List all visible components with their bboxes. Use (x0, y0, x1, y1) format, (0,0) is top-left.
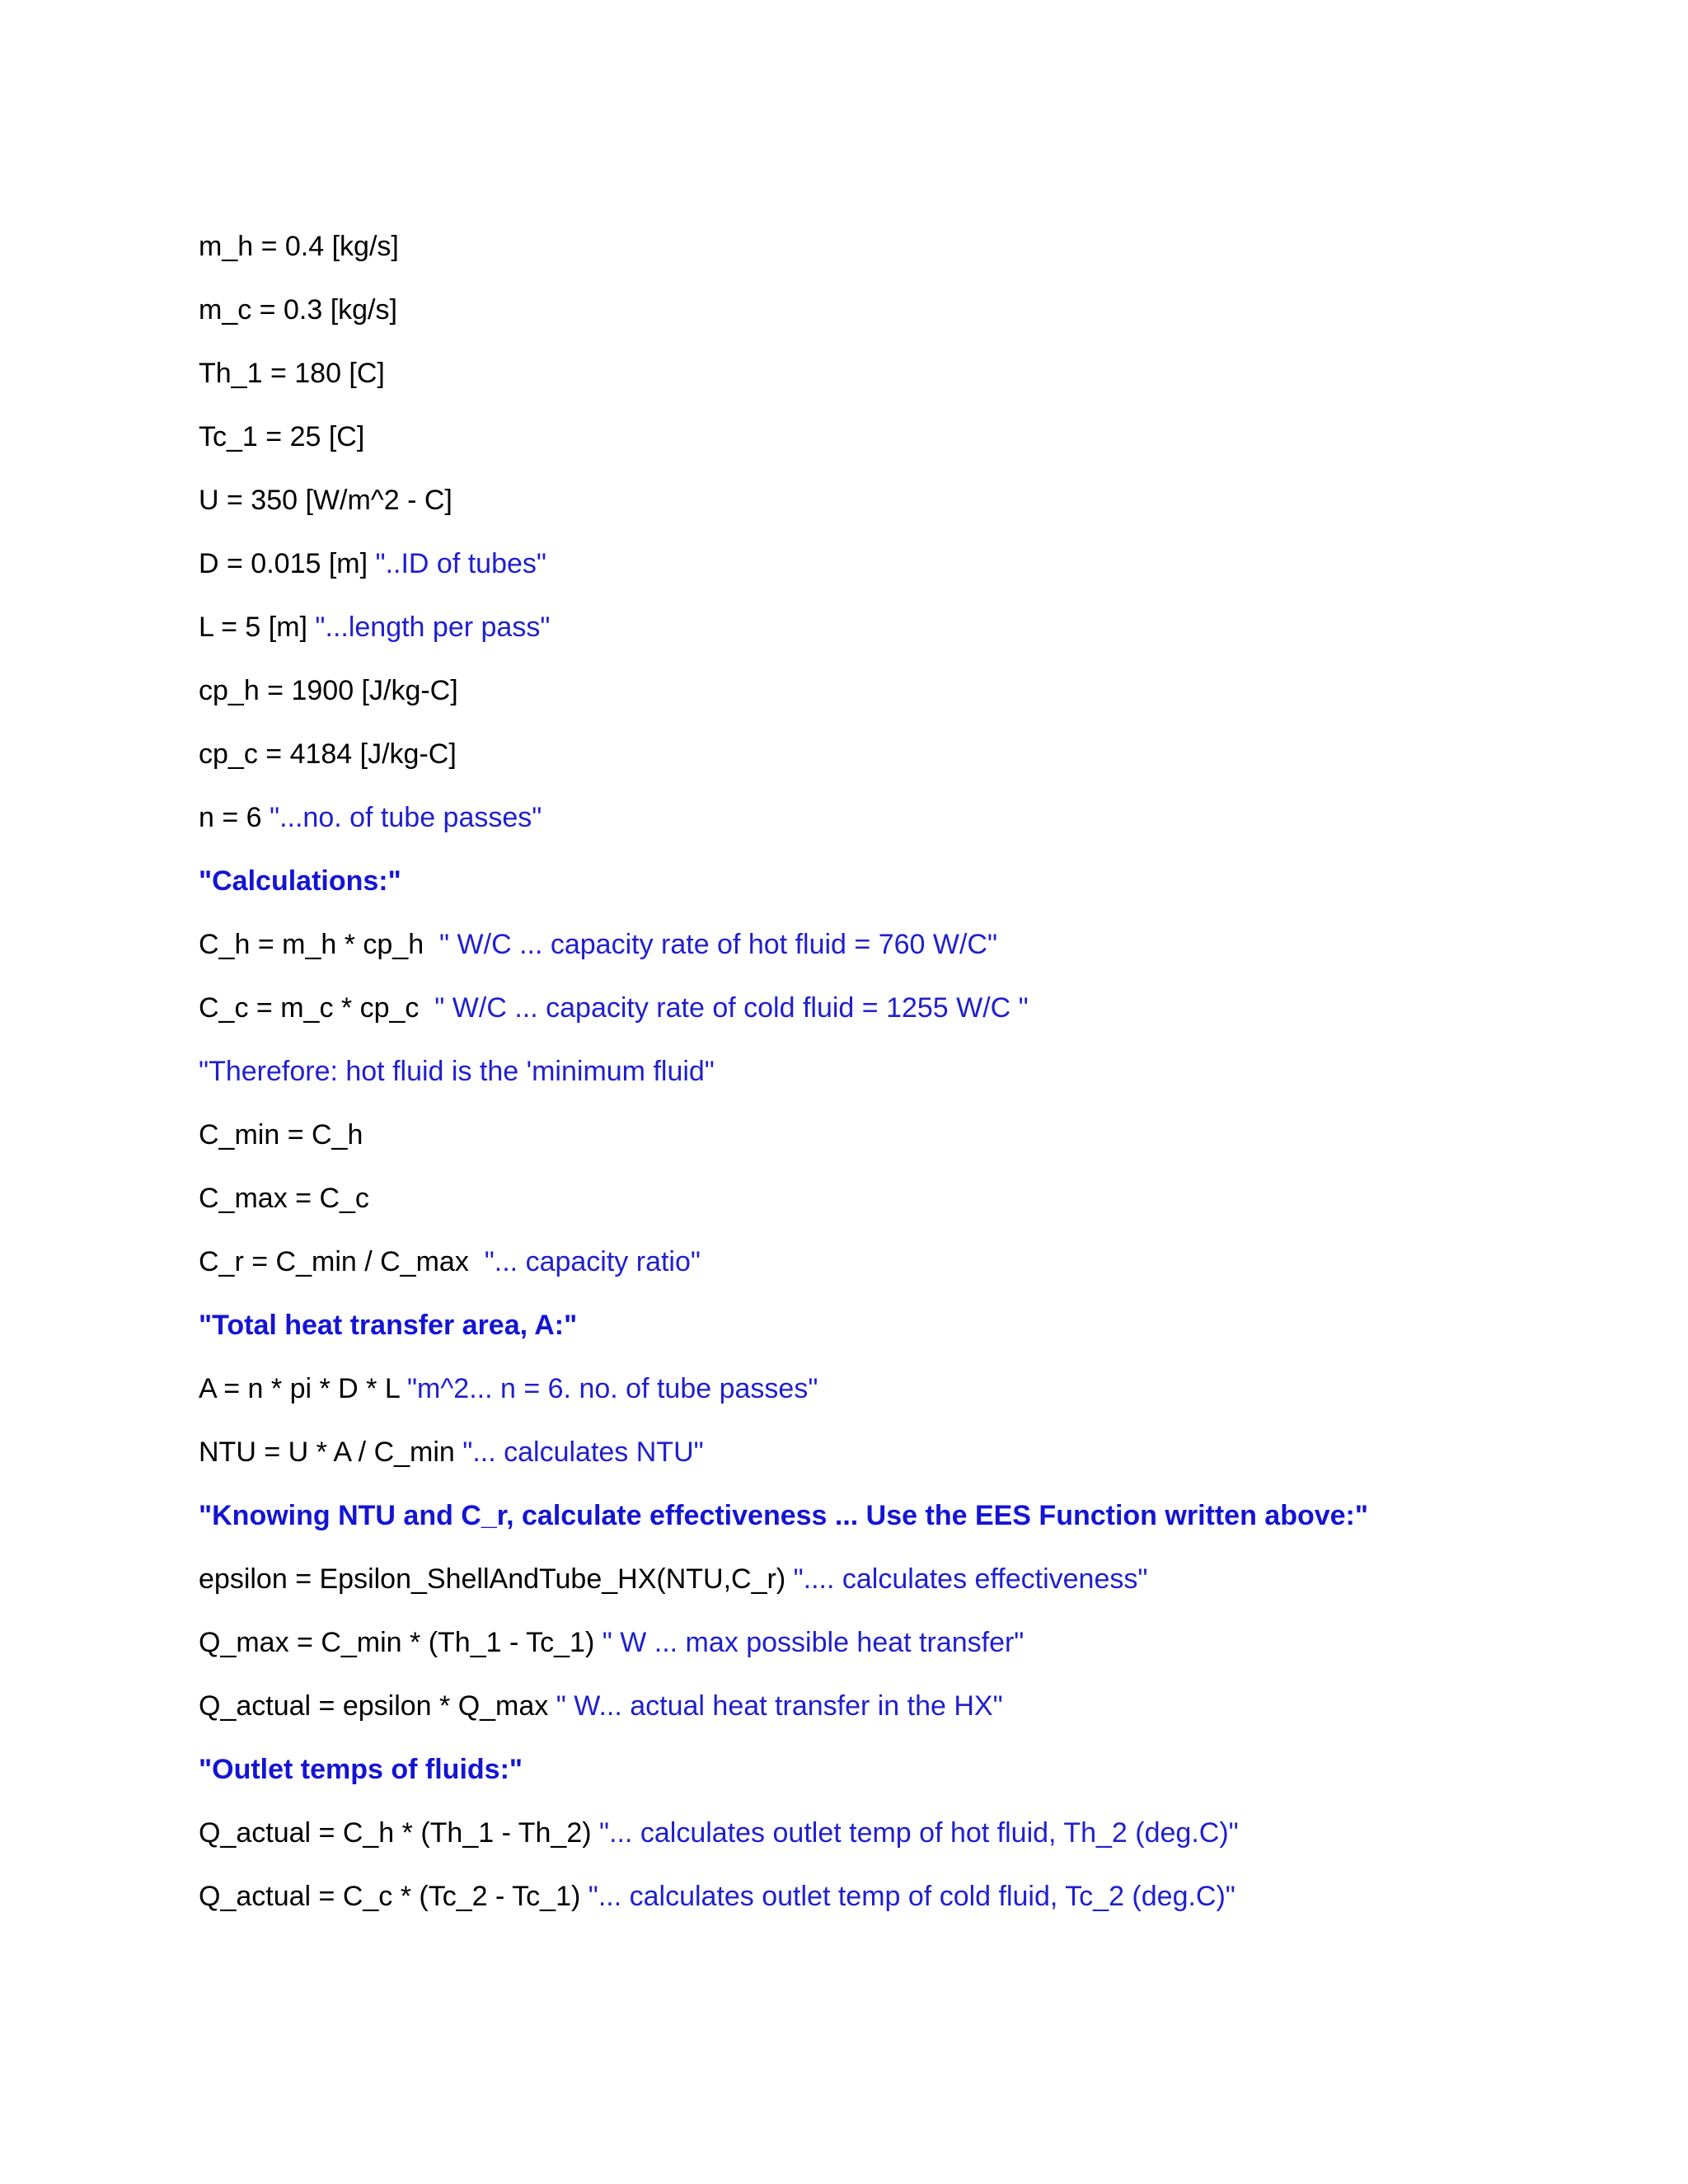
equation-code: C_min = C_h (199, 1119, 363, 1151)
equation-comment: "... capacity ratio" (484, 1246, 701, 1277)
equation-code: C_h = m_h * cp_h (199, 929, 440, 960)
equation-code: U = 350 [W/m^2 - C] (199, 485, 452, 516)
equation-code: m_h = 0.4 [kg/s] (199, 231, 399, 262)
equation-line (199, 989, 1368, 1052)
equation-code: Q_actual = epsilon * Q_max (199, 1690, 556, 1722)
equation-code: NTU = U * A / C_min (199, 1436, 463, 1468)
equation-comment: "Therefore: hot fluid is the 'minimum fluid" (199, 1056, 715, 1087)
section-heading-line (199, 1306, 1368, 1370)
equation-comment: " W... actual heat transfer in the HX" (556, 1690, 1003, 1722)
equation-line (199, 1370, 1368, 1433)
equation-line (199, 1877, 1368, 1941)
equation-line (199, 1814, 1368, 1877)
equation-line (199, 1560, 1368, 1624)
equation-code: C_c = m_c * cp_c (199, 992, 435, 1024)
equation-code: Q_actual = C_c * (Tc_2 - Tc_1) (199, 1881, 588, 1912)
equation-line (199, 1243, 1368, 1306)
equation-code: C_max = C_c (199, 1183, 369, 1214)
section-heading-line (199, 862, 1368, 926)
equation-code: n = 6 (199, 802, 270, 833)
equation-line (199, 1624, 1368, 1687)
equation-comment: " W/C ... capacity rate of hot fluid = 760 W/C" (439, 929, 998, 960)
equation-code: cp_c = 4184 [J/kg-C] (199, 738, 457, 770)
equation-comment: "... calculates NTU" (462, 1436, 704, 1468)
equation-comment: "m^2... n = 6. no. of tube passes" (406, 1373, 818, 1404)
equation-comment: "..ID of tubes" (375, 548, 546, 579)
equation-code: epsilon = Epsilon_ShellAndTube_HX(NTU,C_r) (199, 1563, 794, 1595)
equation-comment: "... calculates outlet temp of hot fluid, Th_2 (deg.C)" (599, 1817, 1239, 1849)
equation-code: L = 5 [m] (199, 612, 316, 643)
equation-line (199, 1116, 1368, 1179)
equation-code: A = n * pi * D * L (199, 1373, 407, 1404)
equation-line (199, 672, 1368, 735)
equation-line (199, 926, 1368, 989)
comment-line (199, 1052, 1368, 1116)
equation-line (199, 1433, 1368, 1497)
equation-list (199, 227, 1368, 1941)
equation-comment: " W ... max possible heat transfer" (602, 1627, 1025, 1658)
equation-code: m_c = 0.3 [kg/s] (199, 294, 397, 326)
section-heading-line (199, 1750, 1368, 1814)
equation-line (199, 608, 1368, 672)
equation-code: D = 0.015 [m] (199, 548, 376, 579)
section-heading: "Knowing NTU and C_r, calculate effectiveness ... Use the EES Function written above:" (199, 1500, 1368, 1531)
section-heading-line (199, 1497, 1368, 1560)
equation-line (199, 354, 1368, 418)
section-heading: "Total heat transfer area, A:" (199, 1310, 578, 1341)
equation-line (199, 545, 1368, 608)
section-heading: "Outlet temps of fluids:" (199, 1754, 523, 1785)
equation-code: Th_1 = 180 [C] (199, 358, 385, 389)
equation-code: cp_h = 1900 [J/kg-C] (199, 675, 458, 706)
section-heading: "Calculations:" (199, 865, 401, 897)
equation-comment: " W/C ... capacity rate of cold fluid = 1255 W/C " (434, 992, 1029, 1024)
equation-code: Q_actual = C_h * (Th_1 - Th_2) (199, 1817, 600, 1849)
equation-line (199, 735, 1368, 799)
equation-comment: "...length per pass" (315, 612, 551, 643)
equation-line (199, 481, 1368, 545)
equation-comment: "...no. of tube passes" (270, 802, 542, 833)
equation-line (199, 1179, 1368, 1243)
equation-code: C_r = C_min / C_max (199, 1246, 485, 1277)
equation-comment: ".... calculates effectiveness" (793, 1563, 1148, 1595)
equation-line (199, 291, 1368, 354)
equation-line (199, 799, 1368, 862)
equation-code: Q_max = C_min * (Th_1 - Tc_1) (199, 1627, 603, 1658)
equation-comment: "... calculates outlet temp of cold fluid, Tc_2 (deg.C)" (588, 1881, 1236, 1912)
equation-code: Tc_1 = 25 [C] (199, 421, 365, 452)
equation-line (199, 1687, 1368, 1750)
equation-line (199, 227, 1368, 291)
equation-line (199, 418, 1368, 481)
